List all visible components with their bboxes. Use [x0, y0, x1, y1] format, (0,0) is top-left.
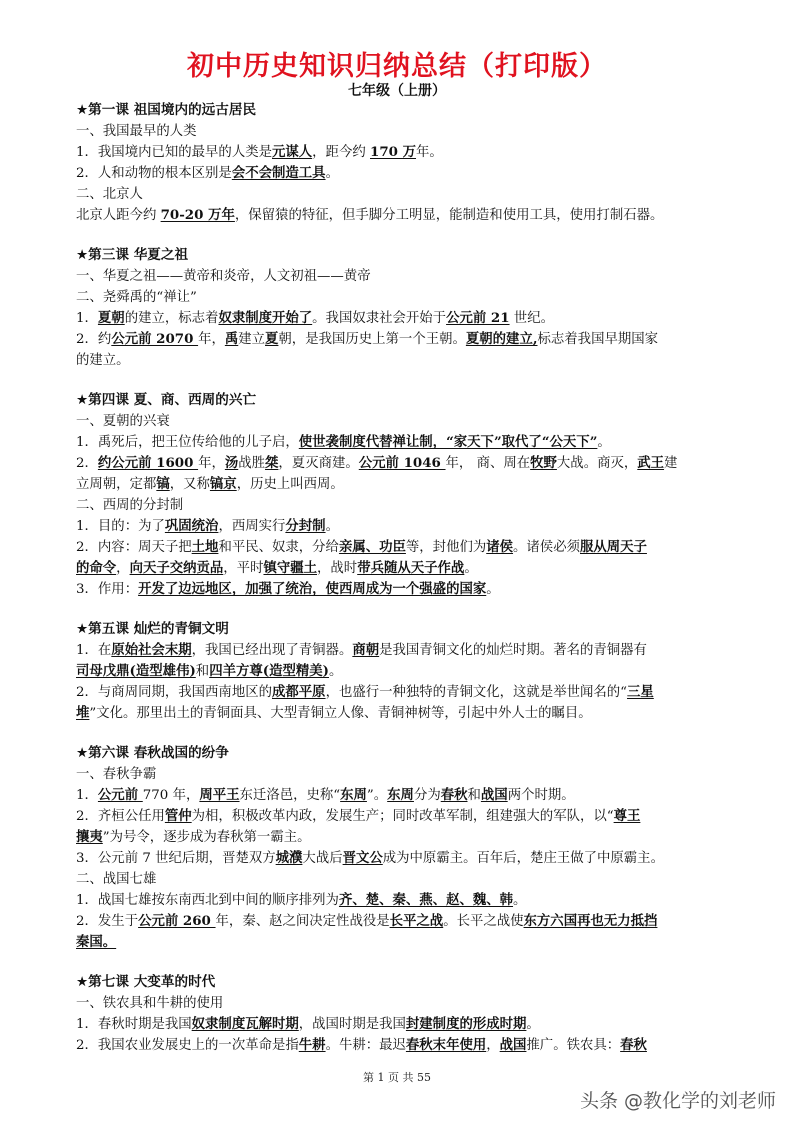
key-term: 使世袭制度代替禅让制，“家天下”取代了“公天下” — [298, 434, 598, 450]
text-segment: ”。 — [366, 788, 388, 803]
text-line — [76, 848, 760, 869]
key-term: 170 万 — [370, 144, 417, 160]
text-line — [76, 163, 760, 184]
key-term: 四羊方尊(造型精美) — [209, 663, 329, 679]
key-term: 向天子交纳贡品 — [129, 560, 224, 576]
text-segment: ★第七课 大变革的时代 — [76, 974, 216, 990]
text-segment: ，距今约 — [312, 145, 370, 160]
text-line — [76, 682, 760, 703]
text-segment: 建立 — [238, 332, 266, 347]
key-term: 战国 — [480, 787, 508, 803]
text-segment: 一、夏朝的兴衰 — [76, 414, 170, 429]
text-line — [76, 911, 760, 932]
lesson-heading — [76, 245, 760, 266]
text-segment: 。 — [597, 435, 611, 450]
lesson-heading — [76, 390, 760, 411]
key-term: 开发了边远地区，加强了统治，使西周成为一个强盛的国家 — [138, 581, 487, 597]
key-term: 武王 — [637, 455, 665, 471]
key-term: 会不会制造工具 — [231, 165, 326, 181]
key-term: 尊王 — [613, 808, 641, 824]
key-term: 牛耕 — [298, 1037, 326, 1053]
key-term: 禹 — [224, 331, 239, 347]
key-term: 春秋末年使用 — [405, 1037, 487, 1053]
section-gap — [76, 724, 760, 743]
text-segment: 770 年， — [142, 788, 200, 803]
text-segment: 2．约 — [76, 332, 112, 347]
text-segment: 和 — [467, 788, 481, 803]
text-segment: 。 — [325, 166, 339, 181]
text-segment: 大战后 — [302, 851, 343, 866]
key-term: 土地 — [191, 539, 219, 555]
text-line — [76, 1035, 760, 1056]
key-term: 堆 — [76, 705, 90, 721]
text-segment: 年。 — [416, 145, 443, 160]
key-term: 镇守疆土 — [263, 560, 318, 576]
key-term: 桀 — [265, 455, 279, 471]
text-line — [76, 266, 760, 287]
text-segment: 一、铁农具和牛耕的使用 — [76, 996, 224, 1011]
text-segment: 年， — [198, 332, 225, 347]
text-segment: 。 — [526, 1017, 540, 1032]
key-term: 诸侯 — [486, 539, 514, 555]
text-line — [76, 1014, 760, 1035]
key-term: 管仲 — [164, 808, 192, 824]
text-segment: 1．在 — [76, 643, 112, 658]
key-term: 司母戊鼎(造型雄伟) — [76, 663, 196, 679]
key-term: 服从周天子 — [579, 539, 647, 555]
text-segment: 。我国奴隶社会开始于 — [312, 311, 447, 326]
text-segment: ，我国已经出现了青铜器。 — [191, 643, 353, 658]
text-segment: 二、战国七雄 — [76, 872, 157, 887]
key-term: 镐 — [156, 476, 170, 492]
page-footer: 第 1 页 共 55 — [363, 1071, 431, 1084]
text-segment: 建 — [664, 456, 678, 471]
text-segment: 大战。商灭， — [556, 456, 638, 471]
key-term: 晋文公 — [342, 850, 383, 866]
text-segment: 3．公元前 7 世纪后期，晋楚双方 — [76, 851, 276, 866]
key-term: 约公元前 1600 — [97, 455, 199, 471]
text-line — [76, 350, 760, 371]
text-segment: 一、华夏之祖——黄帝和炎帝，人文初祖——黄帝 — [76, 269, 371, 284]
text-segment: 2．内容：周天子把 — [76, 540, 192, 555]
key-term: 分封制 — [285, 518, 326, 534]
key-term: 公元前 — [97, 787, 143, 803]
text-line — [76, 453, 760, 474]
key-term: 东周 — [387, 787, 414, 803]
key-term: 长平之战 — [389, 913, 444, 929]
key-term: 带兵随从天子作战 — [357, 560, 465, 576]
text-segment: ★第一课 祖国境内的远古居民 — [76, 102, 257, 118]
text-segment: 推广。铁农具： — [526, 1038, 621, 1053]
text-segment: 世纪。 — [509, 311, 554, 326]
key-term: 攘夷 — [76, 829, 103, 845]
key-term: 秦国。 — [76, 934, 117, 950]
text-segment: 2．发生于 — [76, 914, 139, 929]
text-segment: 成为中原霸主。百年后，楚庄王做了中原霸主。 — [382, 851, 664, 866]
text-segment: 分为 — [413, 788, 441, 803]
text-segment: 。 — [328, 664, 343, 679]
key-term: 成都平原 — [272, 684, 326, 700]
key-term: 夏 — [265, 331, 279, 347]
text-segment: 的建立。 — [76, 353, 130, 368]
text-line — [76, 932, 760, 953]
key-term: 汤 — [224, 455, 239, 471]
text-line — [76, 537, 760, 558]
text-line — [76, 287, 760, 308]
key-term: 70-20 万年 — [160, 207, 235, 223]
text-line — [76, 495, 760, 516]
text-segment: 和 — [195, 664, 210, 679]
text-segment: 一、春秋争霸 — [76, 767, 157, 782]
text-line — [76, 121, 760, 142]
lesson-heading — [76, 100, 760, 121]
text-segment: 二、北京人 — [76, 187, 143, 202]
text-segment: 等，封他们为 — [405, 540, 487, 555]
text-segment: 二、西周的分封制 — [76, 498, 184, 513]
lesson-heading — [76, 619, 760, 640]
text-segment: 两个时期。 — [507, 788, 575, 803]
text-line — [76, 329, 760, 350]
text-line — [76, 890, 760, 911]
text-segment: ，战时 — [317, 561, 358, 576]
section-gap — [76, 371, 760, 390]
text-segment: ★第四课 夏、商、西周的兴亡 — [76, 392, 257, 408]
text-segment: 年， 商、周在 — [445, 456, 531, 471]
text-line — [76, 827, 760, 848]
text-line — [76, 661, 760, 682]
text-segment: 东迁洛邑，史称“ — [239, 788, 341, 803]
document-body — [76, 100, 760, 1056]
text-segment: ， — [486, 1038, 500, 1053]
text-line — [76, 205, 760, 226]
text-line — [76, 806, 760, 827]
text-segment: ，平时 — [223, 561, 264, 576]
text-segment: 为相，积极改革内政，发展生产；同时改革军制，组建强大的军队，以“ — [191, 809, 614, 824]
text-segment: 2．我国农业发展史上的一次革命是指 — [76, 1038, 299, 1053]
text-segment: 年，秦、赵之间决定性战役是 — [215, 914, 390, 929]
text-segment: ，又称 — [169, 477, 210, 492]
text-segment: 1．禹死后，把王位传给他的儿子启， — [76, 435, 299, 450]
text-segment: ，战国时期是我国 — [298, 1017, 406, 1032]
text-segment: 2．与商周同期，我国西南地区的 — [76, 685, 272, 700]
key-term: 三星 — [627, 684, 654, 700]
section-gap — [76, 600, 760, 619]
key-term: 巩固统治 — [164, 518, 219, 534]
key-term: 春秋 — [620, 1037, 647, 1053]
section-gap — [76, 953, 760, 972]
text-line — [76, 184, 760, 205]
key-term: 公元前 21 — [446, 310, 510, 326]
text-line — [76, 516, 760, 537]
text-segment: 。 — [464, 561, 478, 576]
key-term: 奴隶制度开始了 — [218, 310, 313, 326]
text-segment: 1．我国境内已知的最早的人类是 — [76, 145, 272, 160]
key-term: 公元前 1046 — [358, 455, 446, 471]
text-segment: 1．战国七雄按东南西北到中间的顺序排列为 — [76, 893, 339, 908]
text-segment: 2．人和动物的根本区别是 — [76, 166, 232, 181]
key-term: 周平王 — [199, 787, 240, 803]
text-segment: 2． — [76, 456, 98, 471]
key-term: 东方六国再也无力抵挡 — [523, 913, 658, 929]
text-line — [76, 764, 760, 785]
text-line — [76, 474, 760, 495]
text-segment: 标志着我国早期国家 — [537, 332, 659, 347]
text-segment: 2．齐桓公任用 — [76, 809, 165, 824]
text-line — [76, 142, 760, 163]
text-segment: ，历史上叫西周。 — [236, 477, 344, 492]
key-term: 牧野 — [530, 455, 557, 471]
text-segment: ，西周实行 — [218, 519, 286, 534]
text-segment: 立周朝，定都 — [76, 477, 157, 492]
text-line — [76, 411, 760, 432]
text-segment: 年， — [198, 456, 225, 471]
key-term: 的命令 — [76, 560, 117, 576]
document-title: 初中历史知识归纳总结（打印版） — [187, 51, 607, 82]
text-segment: ， — [116, 561, 130, 576]
text-segment: 是我国青铜文化的灿烂时期。著名的青铜器有 — [379, 643, 647, 658]
text-segment: ，夏灭商建。 — [278, 456, 359, 471]
text-segment: 。 — [325, 519, 339, 534]
text-segment: ”文化。那里出土的青铜面具、大型青铜立人像、青铜神树等，引起中外人士的瞩目。 — [89, 706, 592, 721]
text-line — [76, 869, 760, 890]
text-line — [76, 558, 760, 579]
text-segment: 北京人距今约 — [76, 208, 161, 223]
key-term: 东周 — [340, 787, 367, 803]
text-segment: 和平民、奴隶，分给 — [218, 540, 339, 555]
text-line — [76, 308, 760, 329]
key-term: 镐京 — [209, 476, 237, 492]
text-segment: 1．目的：为了 — [76, 519, 165, 534]
text-segment: 。诸侯必须 — [513, 540, 580, 555]
text-line — [76, 579, 760, 600]
text-segment: 。长平之战使 — [443, 914, 524, 929]
key-term: 夏朝的建立, — [465, 331, 538, 347]
key-term: 公元前 2070 — [111, 331, 199, 347]
text-segment: 朝，是我国历史上第一个王朝。 — [278, 332, 466, 347]
text-line — [76, 640, 760, 661]
text-segment: 。牛耕：最迟 — [325, 1038, 406, 1053]
text-segment: ★第三课 华夏之祖 — [76, 247, 189, 263]
text-segment: 1． — [76, 311, 98, 326]
lesson-heading — [76, 972, 760, 993]
key-term: 战国 — [499, 1037, 527, 1053]
key-term: 封建制度的形成时期 — [405, 1016, 527, 1032]
text-line — [76, 785, 760, 806]
key-term: 奴隶制度瓦解时期 — [191, 1016, 299, 1032]
text-segment: 战胜 — [238, 456, 266, 471]
text-segment: ★第五课 灿烂的青铜文明 — [76, 621, 229, 637]
watermark: 头条 @教化学的刘老师 — [579, 1090, 776, 1112]
text-segment: 。 — [486, 582, 500, 597]
text-segment: ，保留猿的特征，但手脚分工明显，能制造和使用工具，使用打制石器。 — [234, 208, 664, 223]
key-term: 公元前 260 — [138, 913, 216, 929]
lesson-heading — [76, 743, 760, 764]
key-term: 春秋 — [440, 787, 468, 803]
text-segment: 。 — [513, 893, 527, 908]
text-segment: ”为号令，逐步成为春秋第一霸主。 — [102, 830, 311, 845]
text-segment: 一、我国最早的人类 — [76, 124, 197, 139]
text-line — [76, 703, 760, 724]
key-term: 元谋人 — [272, 144, 313, 160]
text-line — [76, 432, 760, 453]
key-term: 城濮 — [275, 850, 303, 866]
key-term: 原始社会末期 — [111, 642, 192, 658]
key-term: 亲属、功臣 — [338, 539, 406, 555]
key-term: 齐、楚、秦、燕、赵、魏、韩 — [338, 892, 514, 908]
key-term: 夏朝 — [97, 310, 125, 326]
text-segment: 1． — [76, 788, 98, 803]
text-segment: 1．春秋时期是我国 — [76, 1017, 192, 1032]
text-segment: ★第六课 春秋战国的纷争 — [76, 745, 229, 761]
key-term: 商朝 — [352, 642, 380, 658]
text-segment: ，也盛行一种独特的青铜文化，这就是举世闻名的“ — [325, 685, 628, 700]
section-gap — [76, 226, 760, 245]
text-segment: 二、尧舜禹的“禅让” — [76, 290, 197, 305]
text-segment: 的建立，标志着 — [124, 311, 219, 326]
text-line — [76, 993, 760, 1014]
document-subtitle: 七年级（上册） — [348, 83, 446, 99]
text-segment: 3．作用： — [76, 582, 139, 597]
